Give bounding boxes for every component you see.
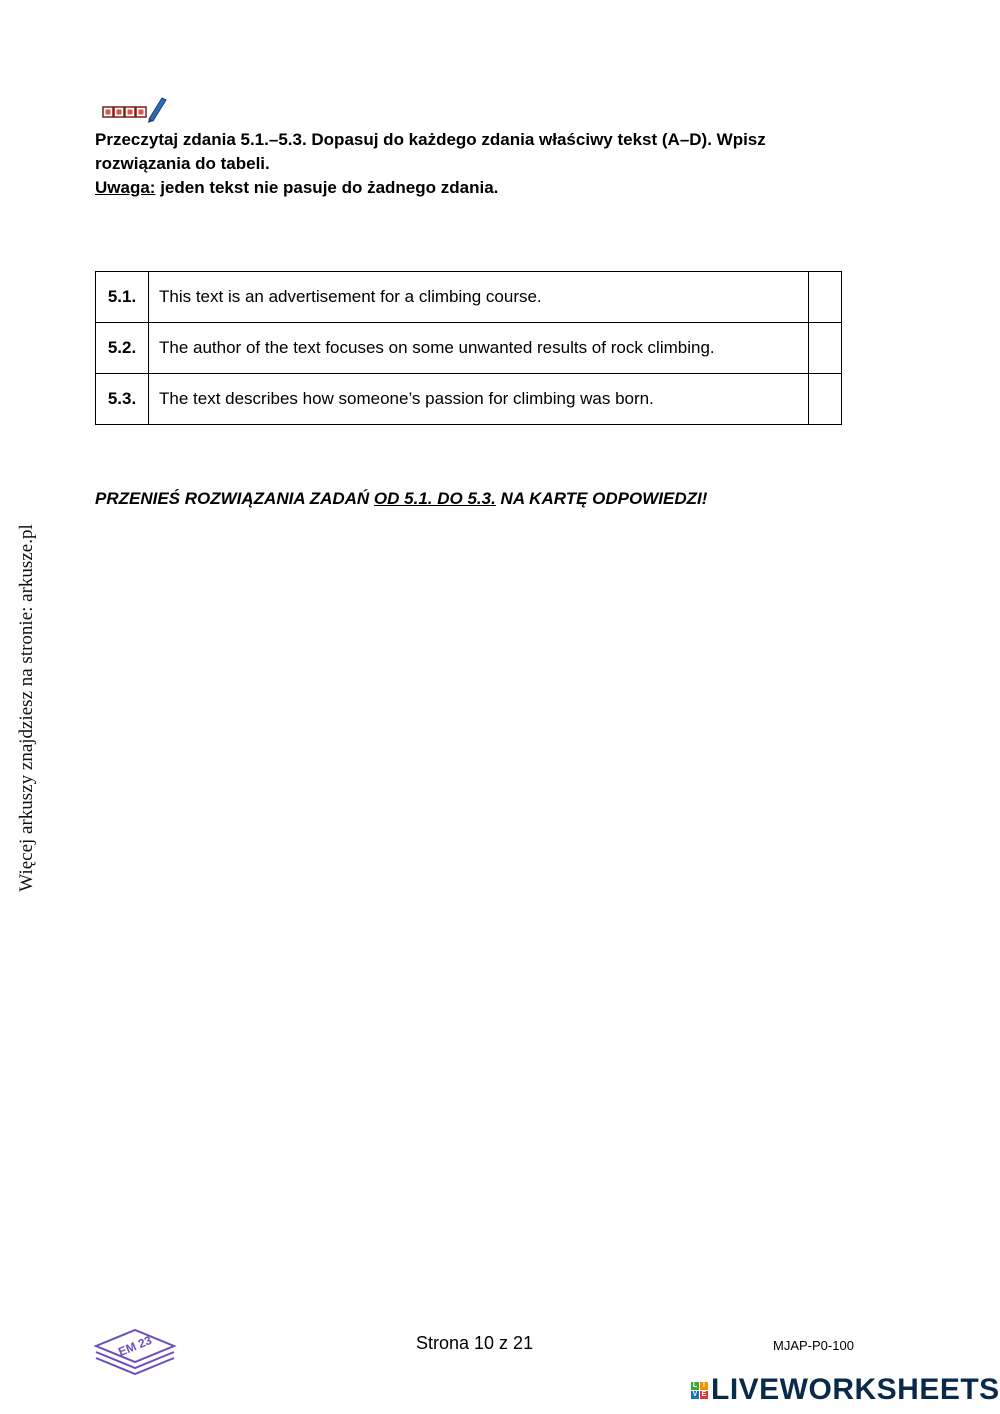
transfer-range: OD 5.1. DO 5.3. (373, 489, 496, 508)
transfer-part1: PRZENIEŚ ROZWIĄZANIA ZADAŃ (95, 489, 374, 508)
side-watermark-text: Więcej arkuszy znajdziesz na stronie: arkusze.pl (16, 524, 37, 892)
em-logo-icon (92, 1316, 178, 1376)
pen-icon (148, 98, 166, 123)
instructions-main: Przeczytaj zdania 5.1.–5.3. Dopasuj do każdego zdania właściwy tekst (A–D). Wpisz rozwiązania do tabeli. (95, 130, 766, 173)
box-icons (103, 107, 146, 117)
live-grid-icon (691, 1382, 708, 1399)
transfer-part3: NA KARTĘ ODPOWIEDZI! (495, 489, 708, 508)
exam-code: MJAP-P0-100 (773, 1338, 854, 1353)
task-icon-pen (102, 95, 172, 123)
row-number: 5.3. (96, 374, 149, 425)
live-letter: V (692, 1390, 698, 1398)
page-number: Strona 10 z 21 (416, 1333, 534, 1353)
instructions-note (95, 176, 855, 200)
transfer-instruction (95, 489, 707, 509)
row-statement: The text describes how someone’s passion for climbing was born. (149, 374, 809, 425)
live-letter: L (692, 1381, 698, 1389)
answer-cell[interactable] (809, 272, 842, 323)
row-number: 5.2. (96, 323, 149, 374)
table-row (96, 272, 842, 323)
logo-text: EM 23 (116, 1333, 154, 1359)
live-letter: I (700, 1382, 708, 1390)
note-text: jeden tekst nie pasuje do żadnego zdania. (155, 178, 499, 197)
table-row (96, 323, 842, 374)
brand-name: LIVEWORKSHEETS (711, 1373, 1000, 1406)
answer-cell[interactable] (809, 323, 842, 374)
live-letter: E (701, 1390, 707, 1398)
table-row (96, 374, 842, 425)
instructions (95, 128, 855, 200)
liveworksheets-logo[interactable] (691, 1374, 1000, 1406)
row-statement: The author of the text focuses on some unwanted results of rock climbing. (149, 323, 809, 374)
row-statement: This text is an advertisement for a climbing course. (149, 272, 809, 323)
note-label: Uwaga: (95, 178, 156, 197)
matching-table (95, 271, 842, 425)
answer-cell[interactable] (809, 374, 842, 425)
row-number: 5.1. (96, 272, 149, 323)
